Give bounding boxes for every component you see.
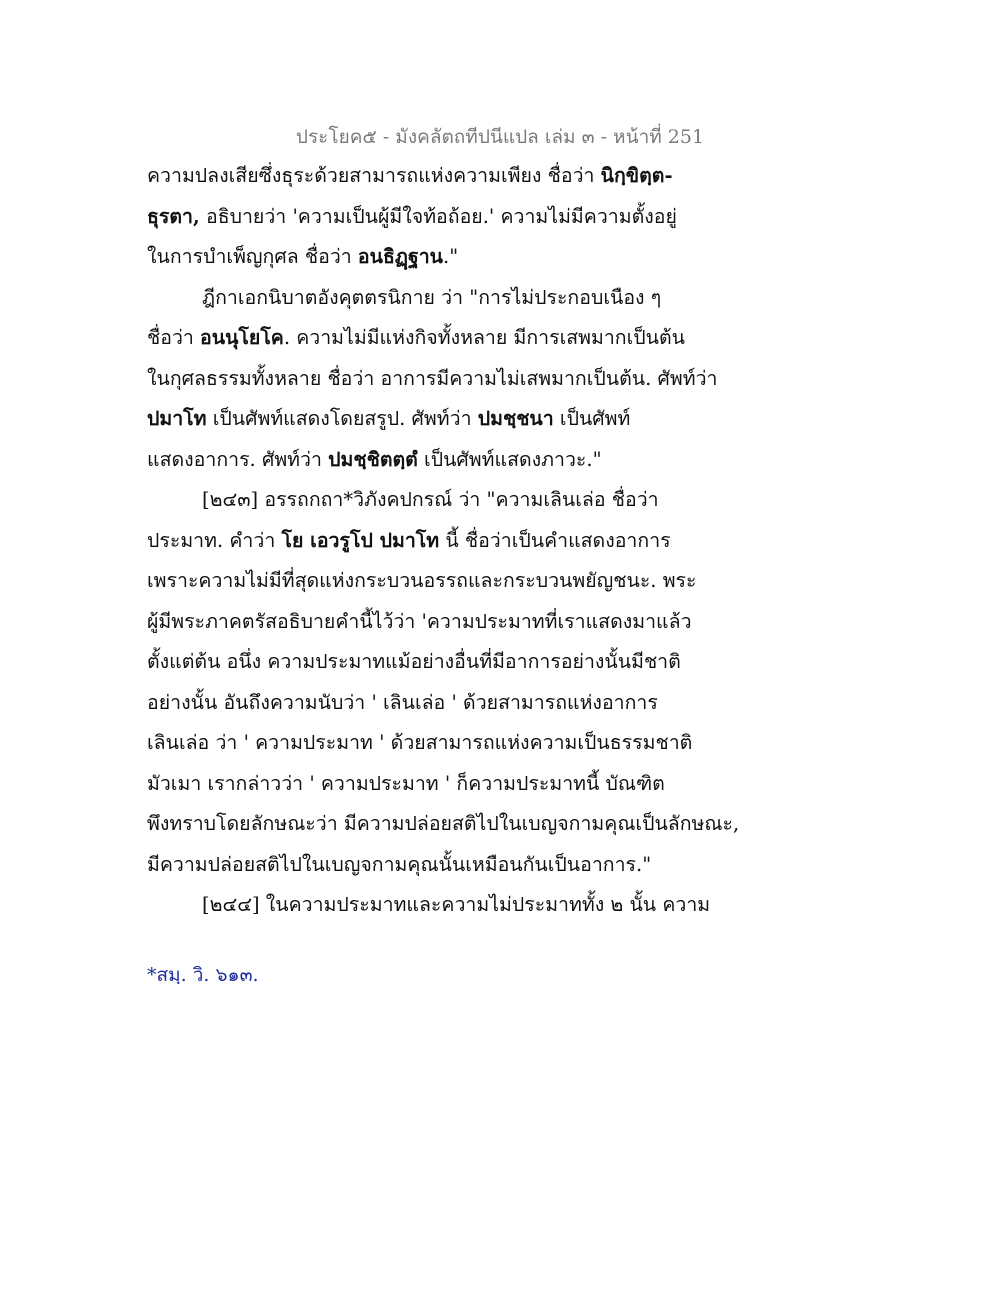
text-line (147, 440, 747, 481)
bold-term: ธุรตา, (147, 204, 200, 228)
text-run: อธิบายว่า 'ความเป็นผู้มีใจท้อถ้อย.' ความไม่มีความตั้งอยู่ (199, 204, 677, 228)
text-run: ฎีกาเอกนิบาตอังคุตตรนิกาย ว่า "การไม่ประกอบเนือง ๆ (202, 285, 662, 309)
text-line (147, 561, 747, 602)
text-run: . ความไม่มีแห่งกิจทั้งหลาย มีการเสพมากเป็นต้น (283, 326, 685, 349)
text-run: พึงทราบโดยลักษณะว่า มีความปล่อยสติไปในเบญจกามคุณเป็นลักษณะ, (147, 812, 740, 835)
text-line (147, 399, 747, 440)
text-run: ชื่อว่า (147, 326, 201, 349)
bold-term: ปมาโท (147, 407, 207, 430)
text-run: ในกุศลธรรมทั้งหลาย ชื่อว่า อาการมีความไม่เสพมากเป็นต้น. ศัพท์ว่า (147, 366, 718, 390)
bold-term: นิกฺขิตฺต- (600, 164, 673, 187)
text-run: เป็นศัพท์ (553, 407, 631, 430)
text-run: เพราะความไม่มีที่สุดแห่งกระบวนอรรถและกระบวนพยัญชนะ. พระ (147, 569, 697, 592)
text-line (147, 885, 747, 926)
page-header (0, 122, 1000, 152)
text-line (147, 278, 747, 319)
text-run: เป็นศัพท์แสดงโดยสรูป. ศัพท์ว่า (206, 407, 478, 430)
text-run: แสดงอาการ. ศัพท์ว่า (147, 447, 329, 471)
bold-term: ปมชฺชิตตฺตํ (328, 447, 418, 471)
text-line (147, 845, 747, 886)
text-line (147, 804, 747, 845)
text-run: ผู้มีพระภาคตรัสอธิบายคำนี้ไว้ว่า 'ความประมาทที่เราแสดงมาแล้ว (147, 609, 692, 633)
text-run: ." (443, 245, 459, 268)
bold-term: ปมชฺชนา (477, 407, 554, 430)
text-run: [๒๔๓] อรรถกถา*วิภังคปกรณ์ ว่า "ความเลินเล่อ ชื่อว่า (202, 488, 659, 511)
text-run: ความปลงเสียซึ่งธุระด้วยสามารถแห่งความเพียง ชื่อว่า (147, 164, 601, 187)
text-line (147, 359, 747, 400)
bold-term: อนนุโยโค (200, 326, 284, 349)
body-text (147, 156, 747, 926)
text-line (147, 237, 747, 278)
text-line (147, 521, 747, 562)
text-run: อย่างนั้น อันถึงความนับว่า ' เลินเล่อ ' ด้วยสามารถแห่งอาการ (147, 690, 658, 714)
text-line (147, 480, 747, 521)
text-line (147, 156, 747, 197)
text-line (147, 764, 747, 805)
text-line (147, 197, 747, 238)
text-run: มีความปล่อยสติไปในเบญจกามคุณนั้นเหมือนกันเป็นอาการ." (147, 852, 652, 876)
text-line (147, 642, 747, 683)
text-line (147, 683, 747, 724)
text-run: ตั้งแต่ต้น อนึ่ง ความประมาทแม้อย่างอื่นที่มีอาการอย่างนั้นมีชาติ (147, 650, 681, 673)
bold-term: โย เอวรูโป ปมาโท (281, 528, 440, 552)
text-run: ในการบำเพ็ญกุศล ชื่อว่า (147, 245, 358, 268)
text-run: ประมาท. คำว่า (147, 528, 282, 552)
text-line (147, 723, 747, 764)
footnote (147, 960, 259, 990)
page-header-text: ประโยค๕ - มังคลัตถทีปนีแปล เล่ม ๓ - หน้าที่ 251 (295, 126, 705, 148)
text-line (147, 318, 747, 359)
bold-term: อนธิฏฺฐาน (357, 245, 443, 268)
text-run: นี้ ชื่อว่าเป็นคำแสดงอาการ (439, 528, 671, 552)
text-run: เป็นศัพท์แสดงภาวะ." (417, 447, 602, 471)
footnote-text: *สมฺ. วิ. ๖๑๓. (147, 964, 259, 986)
text-run: [๒๔๔] ในความประมาทและความไม่ประมาททั้ง ๒ นั้น ความ (202, 893, 711, 916)
text-run: เลินเล่อ ว่า ' ความประมาท ' ด้วยสามารถแห่งความเป็นธรรมชาติ (147, 731, 693, 754)
text-run: มัวเมา เรากล่าวว่า ' ความประมาท ' ก็ความประมาทนี้ บัณฑิต (147, 771, 665, 795)
text-line (147, 602, 747, 643)
